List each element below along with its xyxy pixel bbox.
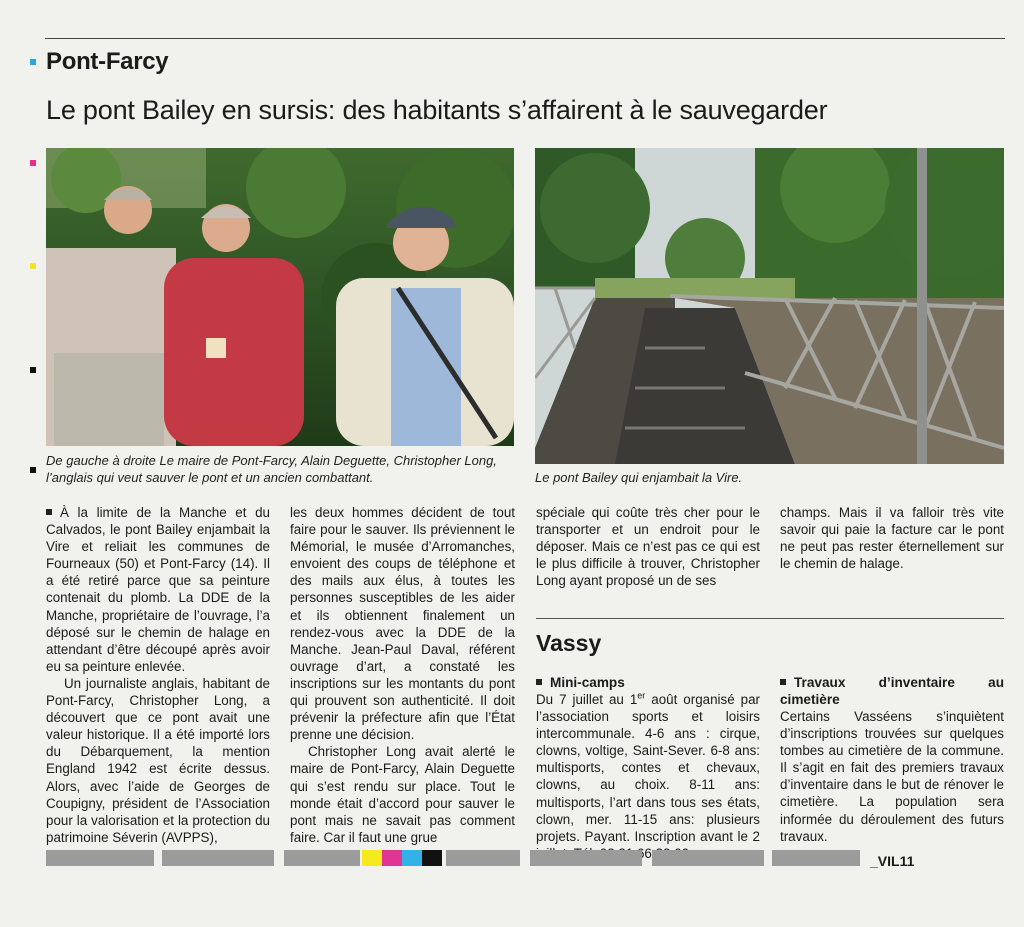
section-title-vassy: Vassy [536,630,602,656]
brief-text-superscript: er [637,690,646,701]
bullet-icon [780,679,786,685]
registration-marker-cyan [30,59,36,65]
brief-text-rest: août organisé par l’association sports et loisirs intercommunale. 4-6 ans : cirque, clowns, voltige, Saint-Sever. 6-8 ans: multisports, contes et chevaux, clowns, au choix. 8-11 ans: multisports, l’art dans tous ses états, clown, mer. 11-15 ans: plusieurs projets. Payant. Inscription avant le 2 66 [536,692,760,861]
article-text: À la limite de la Manche et du Calvados, le pont Bailey enjambait la Vire et reliait les communes de Fourneaux (50) et Pont-Farcy (14). Il a été retiré parce que sa peinture contenait du plomb. La DDE de la Manche, propriétaire de l’ouvrage, l’a déposé sur le chemin de halage en attendant d’être découpé après avoir eu sa peinture enlevée. [46,505,270,674]
article-column-3 [536,504,760,589]
article-paragraph [46,504,270,675]
article-column-4 [780,504,1004,572]
print-strip-block [772,850,860,866]
vassy-column-1 [536,674,760,862]
print-strip-black [422,850,442,866]
print-strip-block [530,850,642,866]
print-strip-magenta [382,850,402,866]
article-paragraph: champs. Mais il va falloir très vite savoir qui paie la facture car le pont ne peut pas rester éternellement sur le chemin de halage. [780,505,1004,572]
vassy-column-2 [780,674,1004,845]
top-rule [45,38,1005,39]
photo-people-illustration [46,148,514,446]
photo-people [46,148,514,446]
photo-bridge-illustration [535,148,1004,464]
brief-title-text: Mini-camps [550,675,625,690]
article-paragraph: Un journaliste anglais, habitant de Pont-Farcy, Christopher Long, a découvert que ce pont avait une valeur historique. Il a été importé lors du Débarquement, la mention England 1942 est écrite dessus. Alors, avec l’aide de Georges de Coupigny, président de l’Association pour la valorisation et la protection du patrimoine Séverin (AVPPS), [46,675,270,845]
article-paragraph: Christopher Long avait alerté le maire de Pont-Farcy, Alain Deguette qui s’est rendu sur place. Tout le monde était d’accord pour sauver le pont mais ne savait pas comment faire. Car il faut une grue [290,744,515,845]
print-strip-block [162,850,274,866]
registration-marker-yellow [30,263,36,269]
article-kicker: Pont-Farcy [46,48,169,75]
page-folio: _VIL11 [870,853,915,869]
article-column-1 [46,504,270,846]
brief-title-text: Travaux d’inventaire au cimetière [780,675,1004,707]
print-strip-block [446,850,520,866]
brief-text: Certains Vasséens s’inquiètent d’inscriptions trouvées sur quelques tombes au cimetière de la commune. Il s’agit en fait des premiers travaux d’inventaire dans le but de rénover le cimetière. La population sera informée du déroulement des futurs travaux. [780,709,1004,844]
article-paragraph: les deux hommes décident de tout faire pour le sauver. Ils préviennent le Mémorial, le musée d’Arromanches, envoient des coups de téléphone et des mails aux élus, à toutes les personnes susceptibles de les aider et ils obtiennent finalement un rendez-vous avec la DDE de la Manche. Jean-Paul Daval, référent ouvrage d’art, a constaté les inscriptions sur les montants du pont qui prouvent son authenticité. Il doit prévenir la préfecture afin que l’État prenne une décision. [290,505,515,743]
photo-bridge-caption: Le pont Bailey qui enjambait la Vire. [535,470,743,485]
brief-text [536,691,760,862]
article-paragraph: spéciale qui coûte très cher pour le transporter et un endroit pour le déposer. Mais ce n’est pas ce qui est le plus difficile à trouver, Christopher Long ayant proposé un de ses [536,505,760,589]
registration-marker-black [30,367,36,373]
print-strip-yellow [362,850,382,866]
brief-title [536,674,760,691]
registration-marker-black-2 [30,467,36,473]
print-strip-block [46,850,154,866]
photo-bridge [535,148,1004,464]
bullet-icon [46,509,52,515]
bullet-icon [536,679,542,685]
article-headline: Le pont Bailey en sursis: des habitants s’affairent à le sauvegarder [46,95,828,125]
print-strip-cyan [402,850,422,866]
registration-marker-magenta [30,160,36,166]
article-column-2 [290,504,515,846]
section-rule [536,618,1004,619]
brief-text-start: Du 7 juillet au 1 [536,692,638,707]
brief-title [780,674,1004,708]
photo-people-caption: De gauche à droite Le maire de Pont-Farcy, Alain Deguette, Christopher Long, l’anglais qui veut sauver le pont et un ancien combattant. [46,453,497,485]
print-strip-block [284,850,360,866]
print-strip-block [652,850,764,866]
